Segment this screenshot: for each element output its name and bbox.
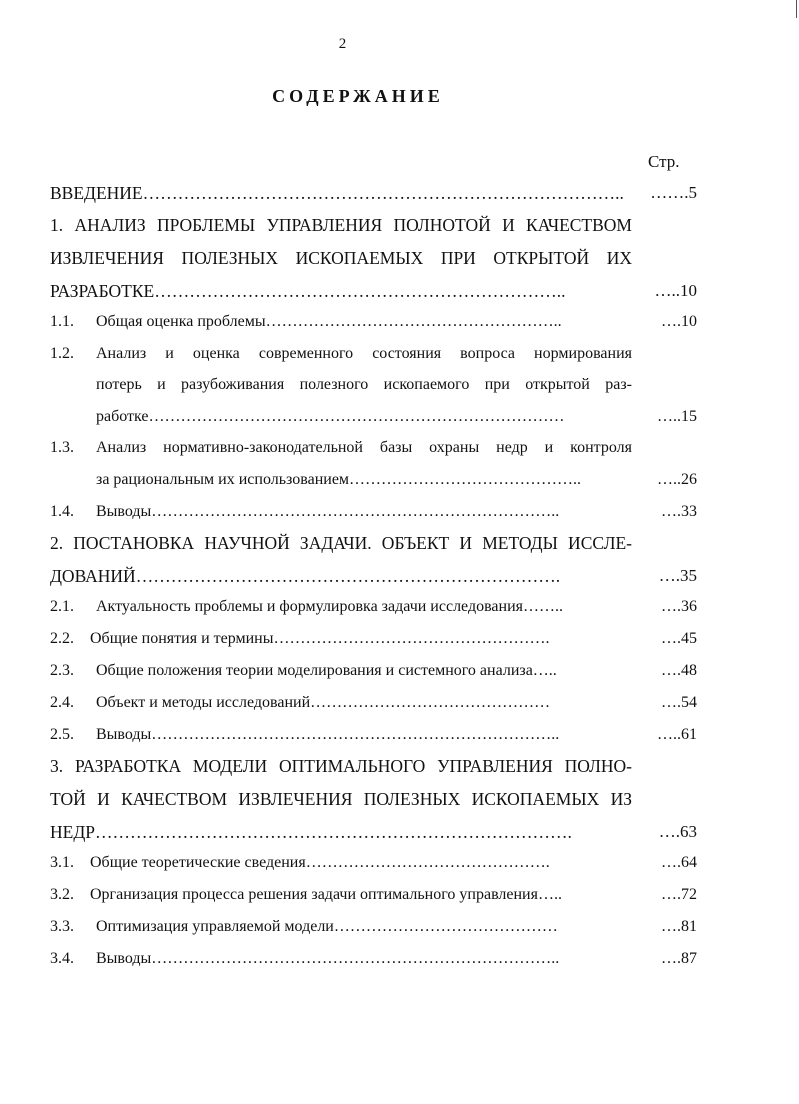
toc-entry-text: Организация процесса решения задачи оптимального управления….. [90,886,562,903]
toc-entry-text: Общие теоретические сведения………………………………………. [90,854,550,871]
toc-section-2-3[interactable] [50,658,700,684]
toc-entry-page: ….81 [661,918,697,935]
toc-entry-page: …….5 [650,183,697,202]
toc-entry-page: ….72 [661,886,697,903]
toc-entry-page: …..61 [657,726,697,743]
toc-entry-page: …..15 [657,408,697,425]
toc-section-1-2-line-3[interactable] [50,404,700,430]
toc-entry-text: потерь и разубоживания полезного ископаемого при открытой раз- [96,376,632,393]
toc-section-number: 2.4. [50,694,74,711]
toc-entry-text: Общие положения теории моделирования и системного анализа….. [96,662,557,679]
toc-entry-text: ВВЕДЕНИЕ……………………………………………………………………….. [50,183,624,203]
toc-entry-page: ….36 [661,598,697,615]
toc-entry-text: Объект и методы исследований……………………………………… [96,694,551,711]
toc-entry-text: ИЗВЛЕЧЕНИЯ ПОЛЕЗНЫХ ИСКОПАЕМЫХ ПРИ ОТКРЫТОЙ ИХ [50,248,632,268]
toc-entry-page: ….33 [661,503,697,520]
toc-entry-text: Оптимизация управляемой модели…………………………………… [96,918,558,935]
toc-chapter-1-line-1[interactable] [50,212,700,238]
toc-entry-page: …..10 [654,281,697,300]
toc-entry-page: ….10 [661,313,697,330]
toc-entry-text: ДОВАНИЙ………………………………………………………………. [50,566,561,586]
toc-entry-page: ….64 [661,854,697,871]
toc-entry-text: за рациональным их использованием…………………………………….. [96,471,582,488]
toc-entry-text: 1. АНАЛИЗ ПРОБЛЕМЫ УПРАВЛЕНИЯ ПОЛНОТОЙ И КАЧЕСТВОМ [50,215,632,235]
toc-section-number: 1.2. [50,345,74,362]
toc-section-number: 2.5. [50,726,74,743]
toc-entry-text: Актуальность проблемы и формулировка задачи исследования…….. [96,598,564,615]
toc-section-2-5[interactable] [50,722,700,748]
toc-section-number: 2.2. [50,630,74,647]
toc-entry-text: НЕДР………………………………………………………………………. [50,822,572,842]
toc-section-number: 3.4. [50,950,74,967]
toc-section-number: 3.1. [50,854,74,871]
toc-entry-page: ….63 [658,822,697,841]
toc-section-2-1[interactable] [50,594,700,620]
toc-section-number: 1.3. [50,439,74,456]
toc-entry-page: ….87 [661,950,697,967]
toc-section-1-2-line-1[interactable] [50,341,700,367]
toc-chapter-1-line-2[interactable] [50,245,700,271]
toc-section-number: 3.3. [50,918,74,935]
toc-entry-text: Анализ нормативно-законодательной базы охраны недр и контроля [96,439,632,456]
toc-chapter-3-line-1[interactable] [50,753,700,779]
page-number: 2 [338,36,347,52]
toc-entry-text: 3. РАЗРАБОТКА МОДЕЛИ ОПТИМАЛЬНОГО УПРАВЛЕНИЯ ПОЛНО- [50,756,632,776]
toc-entry-text: работке…………………………………………………………………… [96,408,565,425]
toc-entry-text: Выводы………………………………………………………………….. [96,950,560,967]
toc-entry-intro[interactable] [50,180,700,206]
page-column-header: Стр. [648,152,680,171]
toc-entry-text: ТОЙ И КАЧЕСТВОМ ИЗВЛЕЧЕНИЯ ПОЛЕЗНЫХ ИСКОПАЕМЫХ ИЗ [50,789,632,809]
toc-chapter-3-line-2[interactable] [50,786,700,812]
toc-section-1-3-line-2[interactable] [50,467,700,493]
toc-chapter-3-line-3[interactable] [50,819,700,845]
toc-entry-text: Выводы………………………………………………………………….. [96,503,560,520]
toc-entry-page: …..26 [657,471,697,488]
toc-entry-page: ….54 [661,694,697,711]
toc-entry-text: Выводы………………………………………………………………….. [96,726,560,743]
toc-section-number: 1.4. [50,503,74,520]
scan-edge-mark [796,0,797,18]
toc-section-1-2-line-2[interactable] [50,372,700,398]
toc-entry-text: Общая оценка проблемы……………………………………………….. [96,313,562,330]
toc-section-1-1[interactable] [50,309,700,335]
toc-entry-text: Анализ и оценка современного состояния вопроса нормирования [96,345,632,362]
toc-chapter-2-line-2[interactable] [50,563,700,589]
toc-chapter-1-line-3[interactable] [50,278,700,304]
toc-entry-page: ….48 [661,662,697,679]
toc-section-2-4[interactable] [50,690,700,716]
toc-section-1-3-line-1[interactable] [50,435,700,461]
toc-chapter-2-line-1[interactable] [50,530,700,556]
toc-section-1-4[interactable] [50,499,700,525]
toc-entry-page: ….45 [661,630,697,647]
toc-section-3-3[interactable] [50,914,700,940]
toc-section-number: 2.3. [50,662,74,679]
toc-section-3-1[interactable] [50,850,700,876]
page-title: СОДЕРЖАНИЕ [272,86,444,106]
toc-entry-page: ….35 [658,566,697,585]
toc-section-2-2[interactable] [50,626,700,652]
toc-entry-text: Общие понятия и термины……………………………………………. [90,630,550,647]
toc-section-3-4[interactable] [50,946,700,972]
toc-section-number: 1.1. [50,313,74,330]
toc-section-number: 2.1. [50,598,74,615]
toc-section-3-2[interactable] [50,882,700,908]
toc-entry-text: 2. ПОСТАНОВКА НАУЧНОЙ ЗАДАЧИ. ОБЪЕКТ И МЕТОДЫ ИССЛЕ- [50,533,632,553]
toc-section-number: 3.2. [50,886,74,903]
toc-entry-text: РАЗРАБОТКЕ…………………………………………………………….. [50,281,566,301]
